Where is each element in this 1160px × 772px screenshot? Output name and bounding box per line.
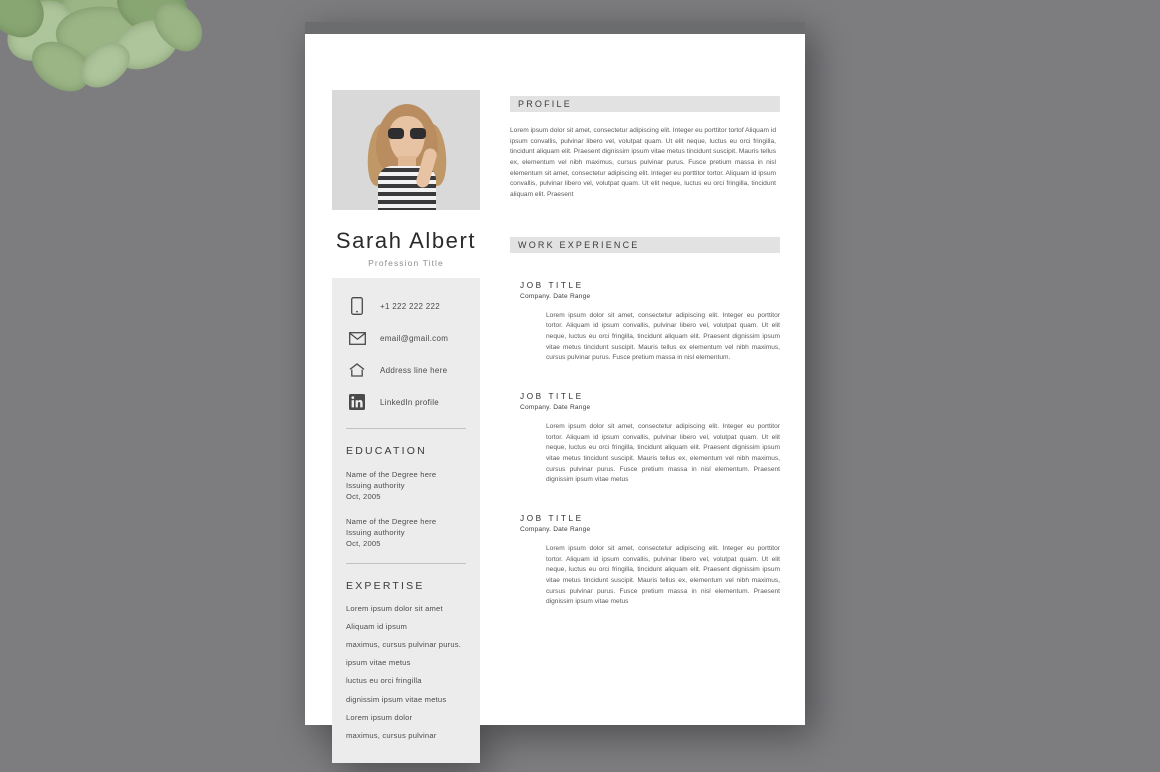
work-experience-section-heading: WORK EXPERIENCE xyxy=(510,237,780,253)
education-heading: EDUCATION xyxy=(346,445,427,457)
contact-item-email[interactable] xyxy=(346,326,466,350)
profile-section-heading: PROFILE xyxy=(510,96,780,112)
contact-item-linkedin[interactable] xyxy=(346,390,466,414)
contact-item-address[interactable] xyxy=(346,358,466,382)
contact-address-text: Address line here xyxy=(380,365,448,375)
list-item: luctus eu orci fringilla xyxy=(346,676,422,686)
job-title: JOB TITLE xyxy=(520,392,584,402)
page-top-bar xyxy=(305,22,805,34)
education-item xyxy=(346,516,466,549)
job-company-date: Company. Date Range xyxy=(520,292,591,300)
resume-page xyxy=(305,34,805,740)
profession-subtitle: Profession Title xyxy=(368,258,444,268)
profile-body-text: Lorem ipsum dolor sit amet, consectetur adipiscing elit. Integer eu porttitor tortof Aliquam id ipsum convallis, pulvinar libero vel, volutpat quam. Ut elit neque, luctus eu orci fringilla, tincidunt aliquam elit. Praesent dignissim ipsum vitae metus tincidunt suscipit. Mauris tellus ex, elementum vel nibh maximus, cursus pulvinar purus. Fusce pretium massa in nisl elementum sit amet, consectetur adipiscing elit. Integer eu porttitor tortor. Aliquam id ipsum convallis, pulvinar libero vel, volutpat quam. Ut elit neque, luctus eu orci fringilla, tincidunt aliquam elit. Praesent xyxy=(510,127,776,199)
list-item: Lorem ipsum dolor sit amet xyxy=(346,604,443,613)
list-item: Lorem ipsum dolor xyxy=(346,712,413,722)
education-date: Oct, 2005 xyxy=(346,539,381,548)
job-company-date: Company. Date Range xyxy=(520,526,591,534)
profile-photo xyxy=(332,90,480,210)
sunglasses-icon xyxy=(388,128,426,139)
job-description: Lorem ipsum dolor sit amet, consectetur adipiscing elit. Integer eu porttitor tortor. Aliquam id ipsum convallis, pulvinar libero vel, volutpat quam. Ut elit neque, luctus eu orci fringilla, tincidunt aliquam elit. Praesent dignissim ipsum vitae metus tincidunt suscipit. Mauris tellus ex, elementum vel nibh maximus, cursus pulvinar purus. Fusce pretium massa in nisl elementum. Praesent dignissim ipsum vitae metus xyxy=(546,545,780,606)
phone-icon xyxy=(346,295,368,317)
education-authority: Issuing authority xyxy=(346,528,405,537)
job-title: JOB TITLE xyxy=(520,514,584,524)
education-authority: Issuing authority xyxy=(346,481,405,490)
job-title: JOB TITLE xyxy=(520,280,584,290)
page-title: Sarah Albert xyxy=(335,228,477,253)
list-item: maximus, cursus pulvinar purus. xyxy=(346,640,462,650)
job-company-date: Company. Date Range xyxy=(520,404,591,412)
work-experience-entry xyxy=(510,392,780,486)
job-description: Lorem ipsum dolor sit amet, consectetur adipiscing elit. Integer eu porttitor tortor. Aliquam id ipsum convallis, pulvinar libero vel, volutpat quam. Ut elit neque, luctus eu orci fringilla, tincidunt aliquam elit. Praesent dignissim ipsum vitae metus tincidunt suscipit. Mauris tellus ex, elementum vel nibh maximus, cursus pulvinar purus. Fusce pretium massa in nisl elementum. Praesent dignissim ipsum vitae metus xyxy=(546,423,780,484)
resume-page-container xyxy=(305,22,805,740)
education-item xyxy=(346,469,466,502)
linkedin-icon xyxy=(346,391,368,413)
contact-phone-text: +1 222 222 222 xyxy=(380,301,441,311)
contact-linkedin-text: LinkedIn profile xyxy=(380,397,440,407)
contact-block xyxy=(332,278,480,763)
education-degree: Name of the Degree here xyxy=(346,470,437,479)
sidebar-divider-2 xyxy=(346,563,466,564)
home-icon xyxy=(346,359,368,381)
education-degree: Name of the Degree here xyxy=(346,517,437,526)
resume-main-content xyxy=(510,96,780,608)
work-experience-entry xyxy=(510,514,780,608)
contact-email-text: email@gmail.com xyxy=(380,333,449,343)
list-item: Aliquam id ipsum xyxy=(346,622,408,632)
expertise-heading: EXPERTISE xyxy=(346,580,425,592)
succulent-plant-decoration xyxy=(0,0,215,125)
work-experience-entry xyxy=(510,281,780,364)
contact-item-phone[interactable] xyxy=(346,294,466,318)
resume-sidebar xyxy=(332,90,480,763)
envelope-icon xyxy=(346,327,368,349)
list-item: maximus, cursus pulvinar xyxy=(346,730,437,740)
list-item: ipsum vitae metus xyxy=(346,658,411,668)
education-date: Oct, 2005 xyxy=(346,492,381,501)
list-item: dignissim ipsum vitae metus xyxy=(346,694,447,704)
job-description: Lorem ipsum dolor sit amet, consectetur adipiscing elit. Integer eu porttitor tortor. Aliquam id ipsum convallis, pulvinar libero vel, volutpat quam. Ut elit neque, luctus eu orci fringilla, tincidunt aliquam elit. Praesent dignissim ipsum vitae metus tincidunt suscipit. Mauris tellus ex elementum vel nibh maximus, cursus pulvinar purus. Fusce pretium massa in nisl elementum. xyxy=(546,311,780,362)
sidebar-divider-1 xyxy=(346,428,466,429)
